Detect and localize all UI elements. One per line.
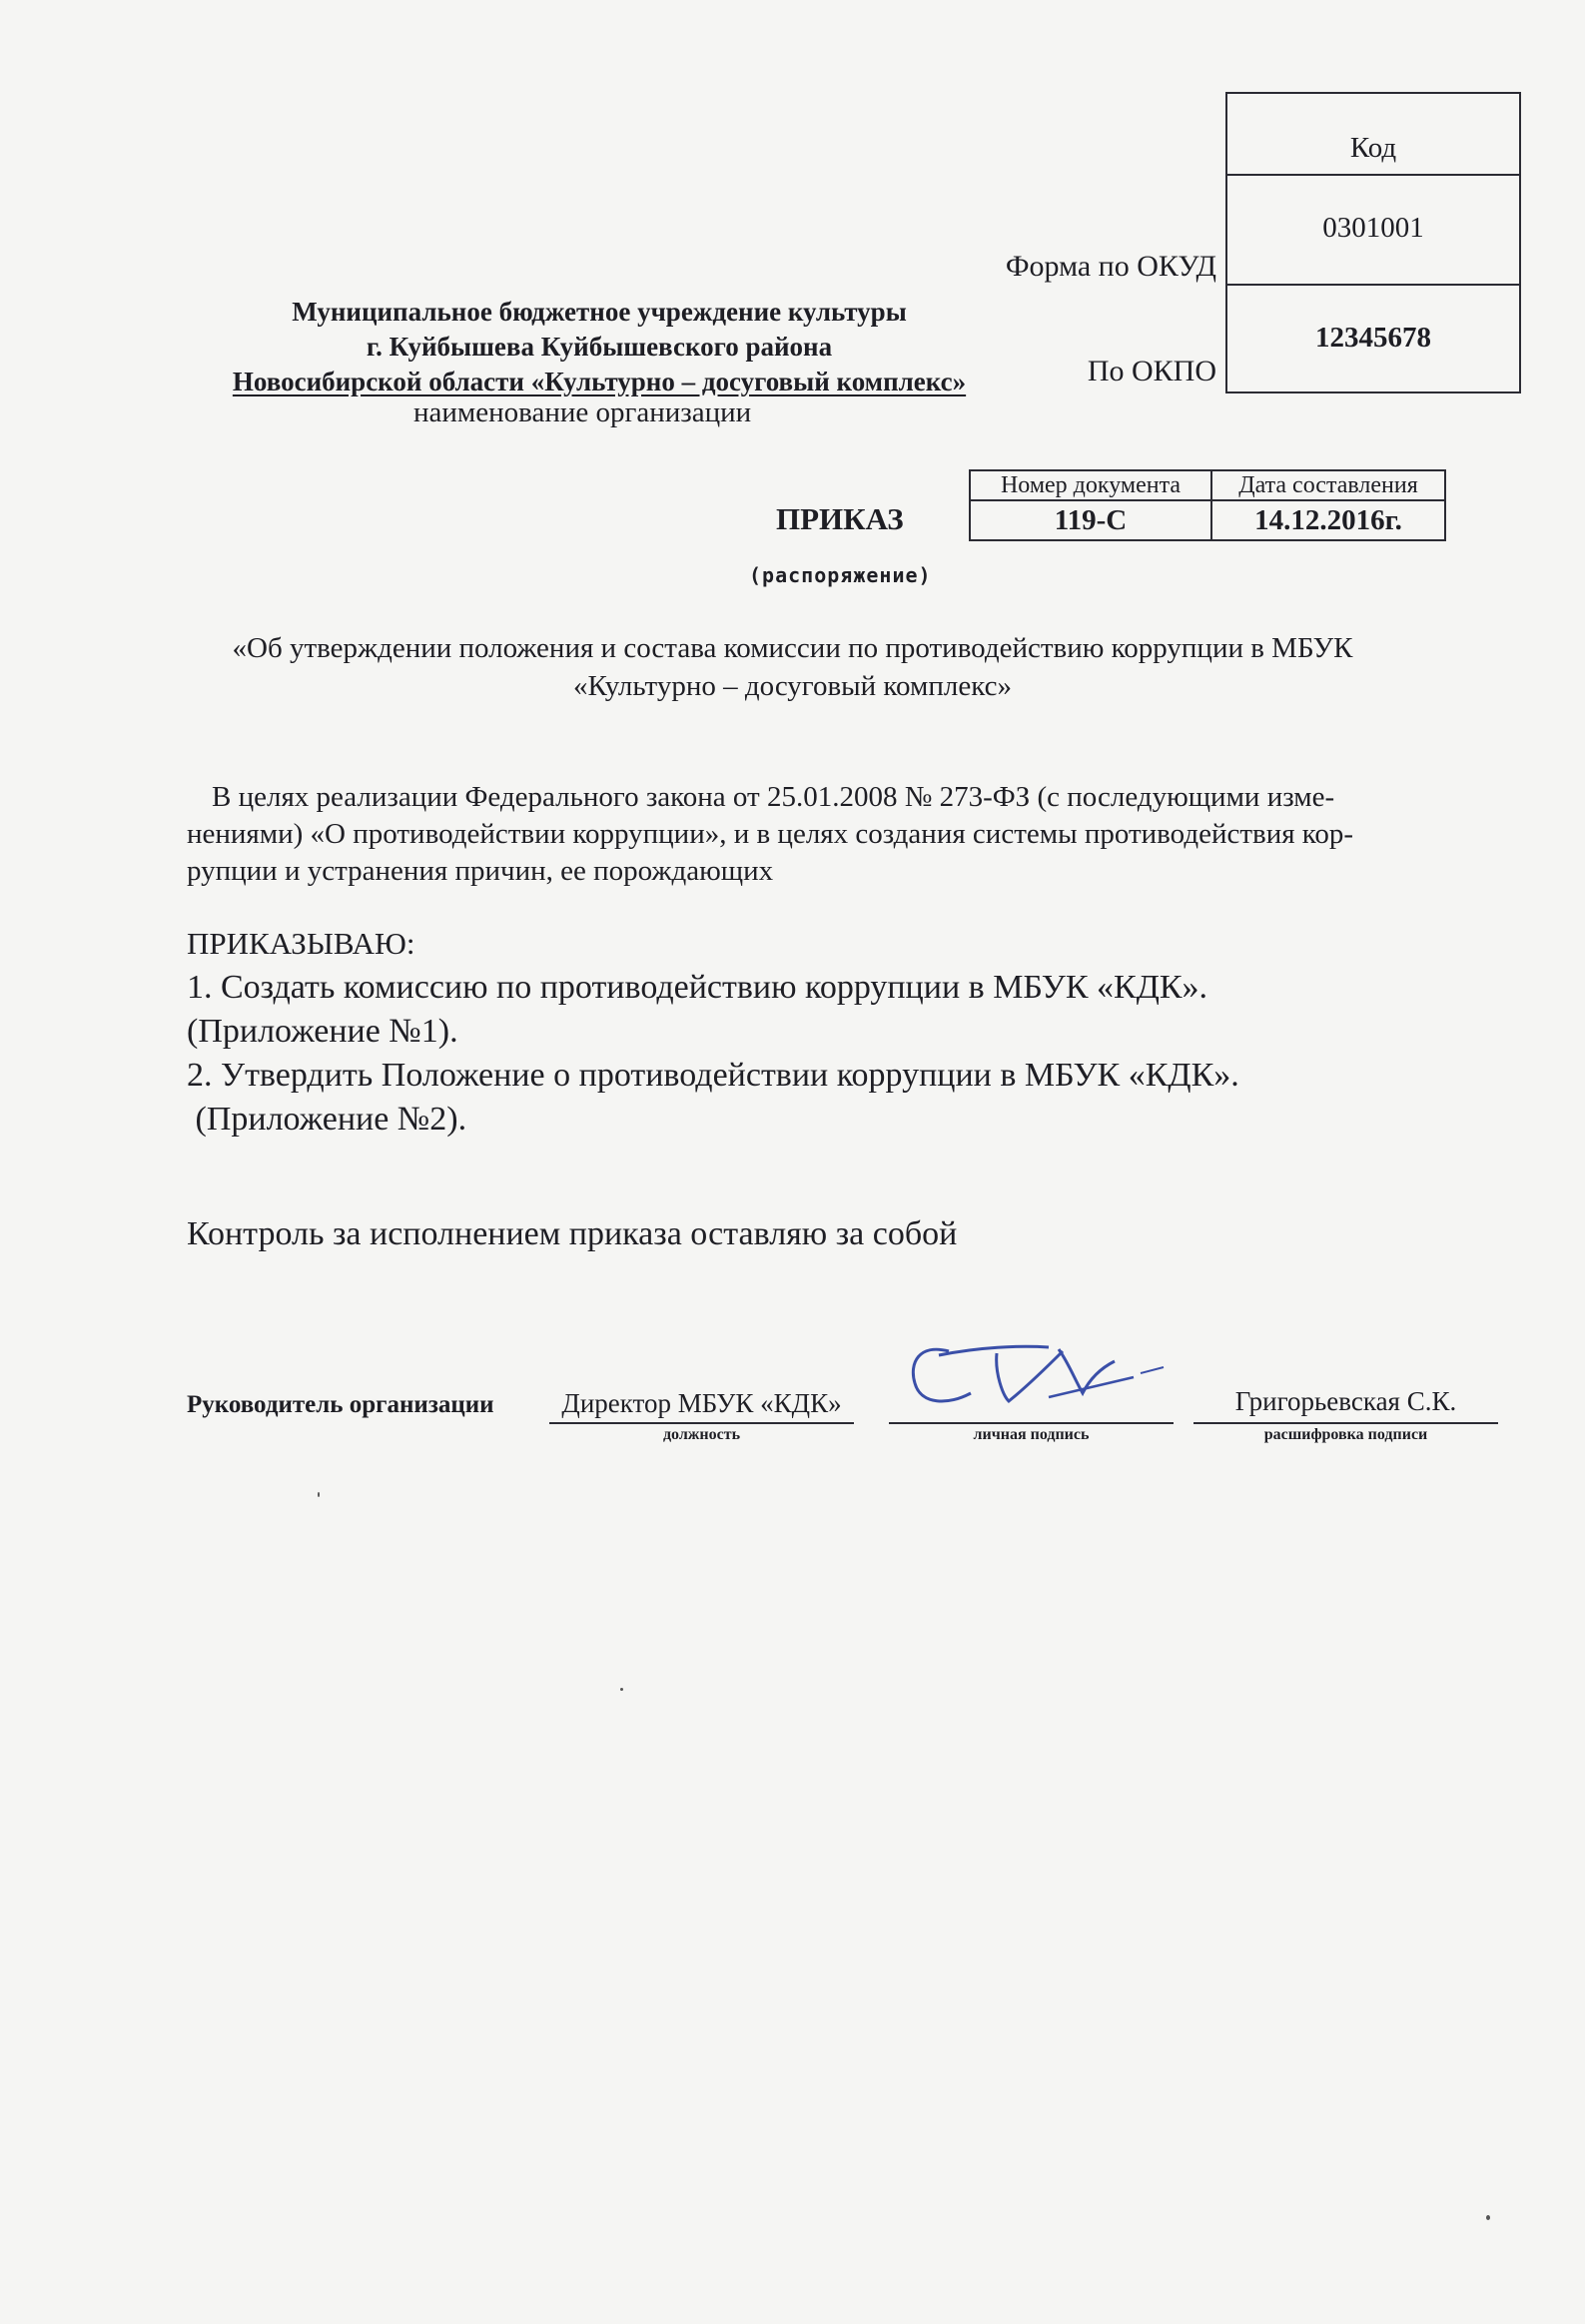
okpo-value: 12345678 (1315, 322, 1431, 354)
signer-position: Директор МБУК «КДК» (561, 1388, 842, 1418)
okpo-label: По ОКПО (1087, 355, 1216, 387)
code-box-divider (1227, 174, 1519, 176)
document-date: 14.12.2016г. (1211, 500, 1445, 540)
orders-list (187, 966, 1239, 1142)
code-box (1225, 92, 1521, 393)
okud-label: Форма по ОКУД (1005, 250, 1216, 283)
signature-caption: личная подпись (973, 1426, 1090, 1443)
order-item-2-note: (Приложение №2). (187, 1101, 467, 1138)
subject-line1: «Об утверждении положения и состава комиссии по противодействию коррупции в МБУК (232, 632, 1353, 664)
scan-speck (318, 1492, 320, 1497)
code-box-divider (1227, 284, 1519, 286)
preamble-line1: В целях реализации Федерального закона от 25.01.2008 № 273-ФЗ (с последующими изме- (212, 781, 1335, 813)
organization-line3: Новосибирской области «Культурно – досуговый комплекс» (232, 367, 967, 396)
preamble (187, 779, 1353, 890)
document-date-header: Дата составления (1211, 470, 1445, 500)
order-item-1-note: (Приложение №1). (187, 1013, 458, 1050)
document-number-header: Номер документа (970, 470, 1211, 500)
okud-value: 0301001 (1322, 212, 1424, 244)
signer-name: Григорьевская С.К. (1234, 1386, 1457, 1416)
document-number: 119-С (970, 500, 1211, 540)
order-subtitle: (распоряжение) (749, 563, 932, 587)
scan-speck (620, 1688, 623, 1691)
organization-name (160, 295, 1039, 399)
subject-line2: «Культурно – досуговый комплекс» (573, 670, 1012, 702)
preamble-line3: рупции и устранения причин, ее порождающих (187, 855, 774, 887)
organization-line1: Муниципальное бюджетное учреждение культуры (292, 297, 907, 327)
order-title: ПРИКАЗ (776, 501, 904, 536)
control-statement: Контроль за исполнением приказа оставляю за собой (187, 1215, 958, 1252)
orders-heading: ПРИКАЗЫВАЮ: (187, 926, 415, 961)
scan-speck (1486, 2215, 1490, 2220)
order-item-2: 2. Утвердить Положение о противодействии коррупции в МБУК «КДК». (187, 1057, 1239, 1094)
handwritten-signature (879, 1333, 1179, 1423)
code-header: Код (1349, 132, 1397, 164)
document-number-table (969, 469, 1446, 541)
organization-line2: г. Куйбышева Куйбышевского района (366, 332, 833, 362)
order-subject (80, 629, 1505, 705)
position-caption: должность (662, 1426, 741, 1443)
signature-role-label: Руководитель организации (187, 1391, 494, 1418)
preamble-line2: нениями) «О противодействии коррупции», и в целях создания системы противодействия кор- (187, 818, 1354, 850)
organization-caption: наименование организации (413, 396, 752, 428)
order-item-1: 1. Создать комиссию по противодействию коррупции в МБУК «КДК». (187, 969, 1208, 1006)
name-caption: расшифровка подписи (1263, 1426, 1428, 1443)
